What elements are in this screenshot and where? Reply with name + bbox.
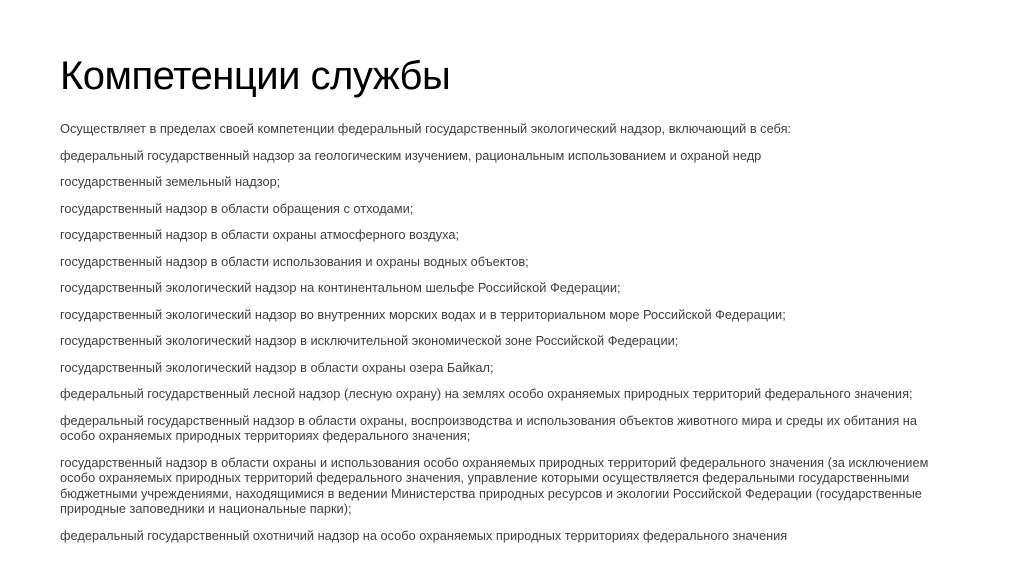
- paragraph-item: государственный экологический надзор в области охраны озера Байкал;: [60, 359, 494, 375]
- paragraph-item: государственный надзор в области охраны и использования особо охраняемых природных территорий федерального значения (за исключением особо охраняемых природных территорий федерального значения, управление которыми осуществляется федеральными государственными бюджетными учреждениями, находящимися в ведении Министерства природных ресурсов и экологии Российской Федерации (государственные природные заповедники и национальные парки);: [60, 454, 929, 516]
- paragraph-item: государственный надзор в области использования и охраны водных объектов;: [60, 253, 529, 269]
- paragraph-intro: Осуществляет в пределах своей компетенции федеральный государственный экологический надзор, включающий в себя:: [60, 121, 792, 136]
- paragraph-item: государственный земельный надзор;: [60, 174, 281, 189]
- paragraph-item: государственный экологический надзор в исключительной экономической зоне Российской Федерации;: [60, 333, 679, 348]
- paragraph-item: государственный экологический надзор во внутренних морских водах и в территориальном море Российской Федерации;: [60, 306, 786, 322]
- slide-title: Компетенции службы: [60, 54, 451, 98]
- slide-body: [60, 121, 940, 554]
- paragraph-item: государственный надзор в области обращения с отходами;: [60, 200, 414, 216]
- paragraph-item: федеральный государственный лесной надзор (лесную охрану) на землях особо охраняемых природных территорий федерального значения;: [60, 386, 913, 401]
- paragraph-item: федеральный государственный надзор в области охраны, воспроизводства и использования объектов животного мира и среды их обитания на особо охраняемых природных территориях федерального значения;: [60, 412, 917, 443]
- paragraph-item: государственный надзор в области охраны атмосферного воздуха;: [60, 227, 460, 242]
- paragraph-item: государственный экологический надзор на континентальном шельфе Российской Федерации;: [60, 280, 621, 295]
- paragraph-item: федеральный государственный охотничий надзор на особо охраняемых природных территориях федерального значения: [60, 527, 788, 543]
- paragraph-item: федеральный государственный надзор за геологическим изучением, рациональным использованием и охраной недр: [60, 147, 762, 163]
